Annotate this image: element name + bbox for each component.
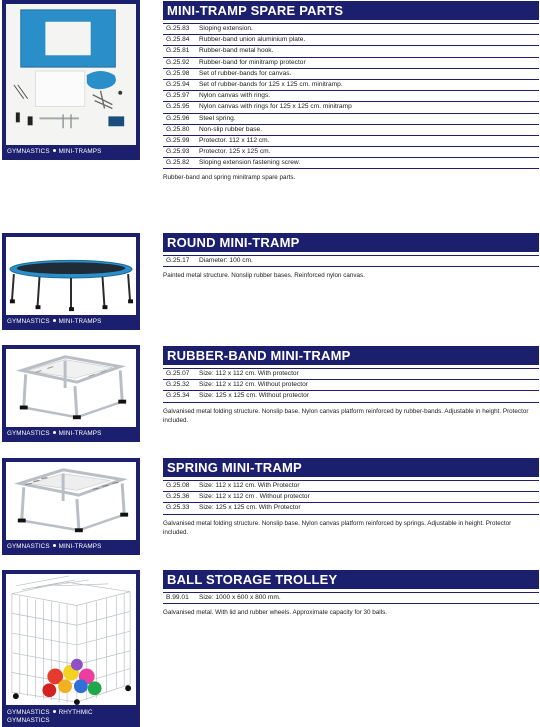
thumbnail-caption: GYMNASTICS MINI-TRAMPS <box>7 148 102 155</box>
parts-table <box>163 23 539 169</box>
product-thumbnail[interactable] <box>2 570 140 727</box>
thumbnail-caption: GYMNASTICS MINI-TRAMPS <box>7 318 102 325</box>
table-row <box>163 369 539 380</box>
table-row <box>163 91 539 102</box>
thumbnail-caption: GYMNASTICS MINI-TRAMPS <box>7 543 102 550</box>
table-row <box>163 391 539 402</box>
product-thumbnail[interactable] <box>2 345 140 442</box>
bullet-icon <box>53 544 56 547</box>
spec-table <box>163 480 539 515</box>
product-details <box>163 233 539 280</box>
thumbnail-caption: GYMNASTICS MINI-TRAMPS <box>7 430 102 437</box>
product-thumbnail[interactable] <box>2 0 140 160</box>
product-note: Painted metal structure. Nonslip rubber bases. Reinforced nylon canvas. <box>163 272 365 280</box>
product-description: Sloping extension fastening screw. <box>199 159 301 167</box>
product-code: G.25.33 <box>166 504 190 512</box>
product-title: SPRING MINI-TRAMP <box>163 458 539 477</box>
product-description: Set of rubber-bands for canvas. <box>199 69 292 77</box>
thumbnail-caption: GYMNASTICS RHYTHMIC GYMNASTICS <box>7 709 93 724</box>
spring-mini-tramp-photo <box>6 462 136 540</box>
product-code: G.25.83 <box>166 25 190 32</box>
product-code: G.25.08 <box>166 482 190 489</box>
product-description: Protector. 112 x 112 cm. <box>199 136 270 144</box>
product-thumbnail[interactable] <box>2 458 140 555</box>
table-row <box>163 503 539 514</box>
product-description: Nylon canvas with rings. <box>199 92 271 100</box>
product-code: G.25.95 <box>166 103 190 111</box>
product-description: Steel spring. <box>199 114 236 122</box>
product-title: ROUND MINI-TRAMP <box>163 233 539 252</box>
table-row <box>163 593 539 604</box>
product-description: Nylon canvas with rings for 125 x 125 cm. minitramp <box>199 103 352 111</box>
product-description: Set of rubber-bands for 125 x 125 cm. minitramp. <box>199 80 343 88</box>
spec-table <box>163 255 539 267</box>
product-details <box>163 1 539 182</box>
product-description: Non-slip rubber base. <box>199 125 263 133</box>
product-title: MINI-TRAMP SPARE PARTS <box>163 1 539 20</box>
product-description: Protector. 125 x 125 cm. <box>199 148 271 156</box>
table-row <box>163 58 539 69</box>
product-description: Size: 112 x 112 cm . Without protector <box>199 493 310 501</box>
product-title: BALL STORAGE TROLLEY <box>163 570 539 589</box>
spec-table <box>163 592 539 604</box>
product-description: Size: 125 x 125 cm. With Protector <box>199 504 301 512</box>
spare-parts-photo <box>6 4 136 145</box>
product-code: G.25.34 <box>166 392 190 400</box>
product-description: Size: 125 x 125 cm. Without protector <box>199 392 309 400</box>
table-row <box>163 481 539 492</box>
table-row <box>163 46 539 57</box>
table-row <box>163 24 539 35</box>
product-title: RUBBER-BAND MINI-TRAMP <box>163 346 539 365</box>
product-note: Galvanised metal folding structure. Nonslip base. Nylon canvas platform reinforced by rubber-bands. Adjustable in height. Protector included. <box>163 407 529 424</box>
table-row <box>163 114 539 125</box>
product-description: Size: 112 x 112 cm. Without protector <box>199 381 308 389</box>
product-code: B.99.01 <box>166 594 189 601</box>
product-details <box>163 346 539 425</box>
product-thumbnail[interactable] <box>2 233 140 330</box>
product-code: G.25.82 <box>166 159 190 167</box>
product-note: Galvanised metal folding structure. Nonslip base. Nylon canvas platform reinforced by springs. Adjustable in height. Protector included. <box>163 519 512 536</box>
table-row <box>163 158 539 169</box>
product-code: G.25.84 <box>166 36 190 44</box>
rubber-band-mini-tramp-photo <box>6 349 136 427</box>
spec-table <box>163 368 539 403</box>
product-code: G.25.32 <box>166 381 190 389</box>
table-row <box>163 136 539 147</box>
table-row <box>163 102 539 113</box>
product-code: G.25.07 <box>166 370 190 377</box>
product-code: G.25.36 <box>166 493 190 501</box>
product-description: Rubber-band union aluminium plate. <box>199 36 306 44</box>
product-description: Size: 112 x 112 cm. With protector <box>199 370 299 377</box>
bullet-icon <box>53 149 56 152</box>
product-description: Rubber-band for minitramp protector <box>199 58 306 66</box>
table-row <box>163 125 539 136</box>
product-code: G.25.98 <box>166 69 190 77</box>
product-code: G.25.99 <box>166 136 190 144</box>
product-code: G.25.97 <box>166 92 190 100</box>
product-note: Galvanised metal. With lid and rubber wheels. Approximate capacity for 30 balls. <box>163 609 388 617</box>
table-row <box>163 492 539 503</box>
product-code: G.25.93 <box>166 148 190 156</box>
table-row <box>163 80 539 91</box>
ball-trolley-photo <box>6 574 136 705</box>
product-note: Rubber-band and spring minitramp spare parts. <box>163 174 296 182</box>
bullet-icon <box>53 710 56 713</box>
bullet-icon <box>53 319 56 322</box>
product-code: G.25.17 <box>166 257 190 264</box>
product-description: Size: 1000 x 600 x 800 mm. <box>199 594 281 601</box>
table-row <box>163 35 539 46</box>
product-description: Size: 112 x 112 cm. With Protector <box>199 482 300 489</box>
product-code: G.25.94 <box>166 80 190 88</box>
table-row <box>163 256 539 267</box>
product-description: Sloping extension. <box>199 25 253 32</box>
table-row <box>163 380 539 391</box>
table-row <box>163 69 539 80</box>
table-row <box>163 147 539 158</box>
product-description: Diameter: 100 cm. <box>199 257 253 264</box>
round-mini-tramp-photo <box>6 237 136 315</box>
product-code: G.25.92 <box>166 58 190 66</box>
product-details <box>163 458 539 537</box>
bullet-icon <box>53 431 56 434</box>
product-code: G.25.81 <box>166 47 190 55</box>
product-code: G.25.96 <box>166 114 190 122</box>
product-description: Rubber-band metal hook. <box>199 47 274 55</box>
product-details <box>163 570 539 617</box>
product-code: G.25.80 <box>166 125 190 133</box>
